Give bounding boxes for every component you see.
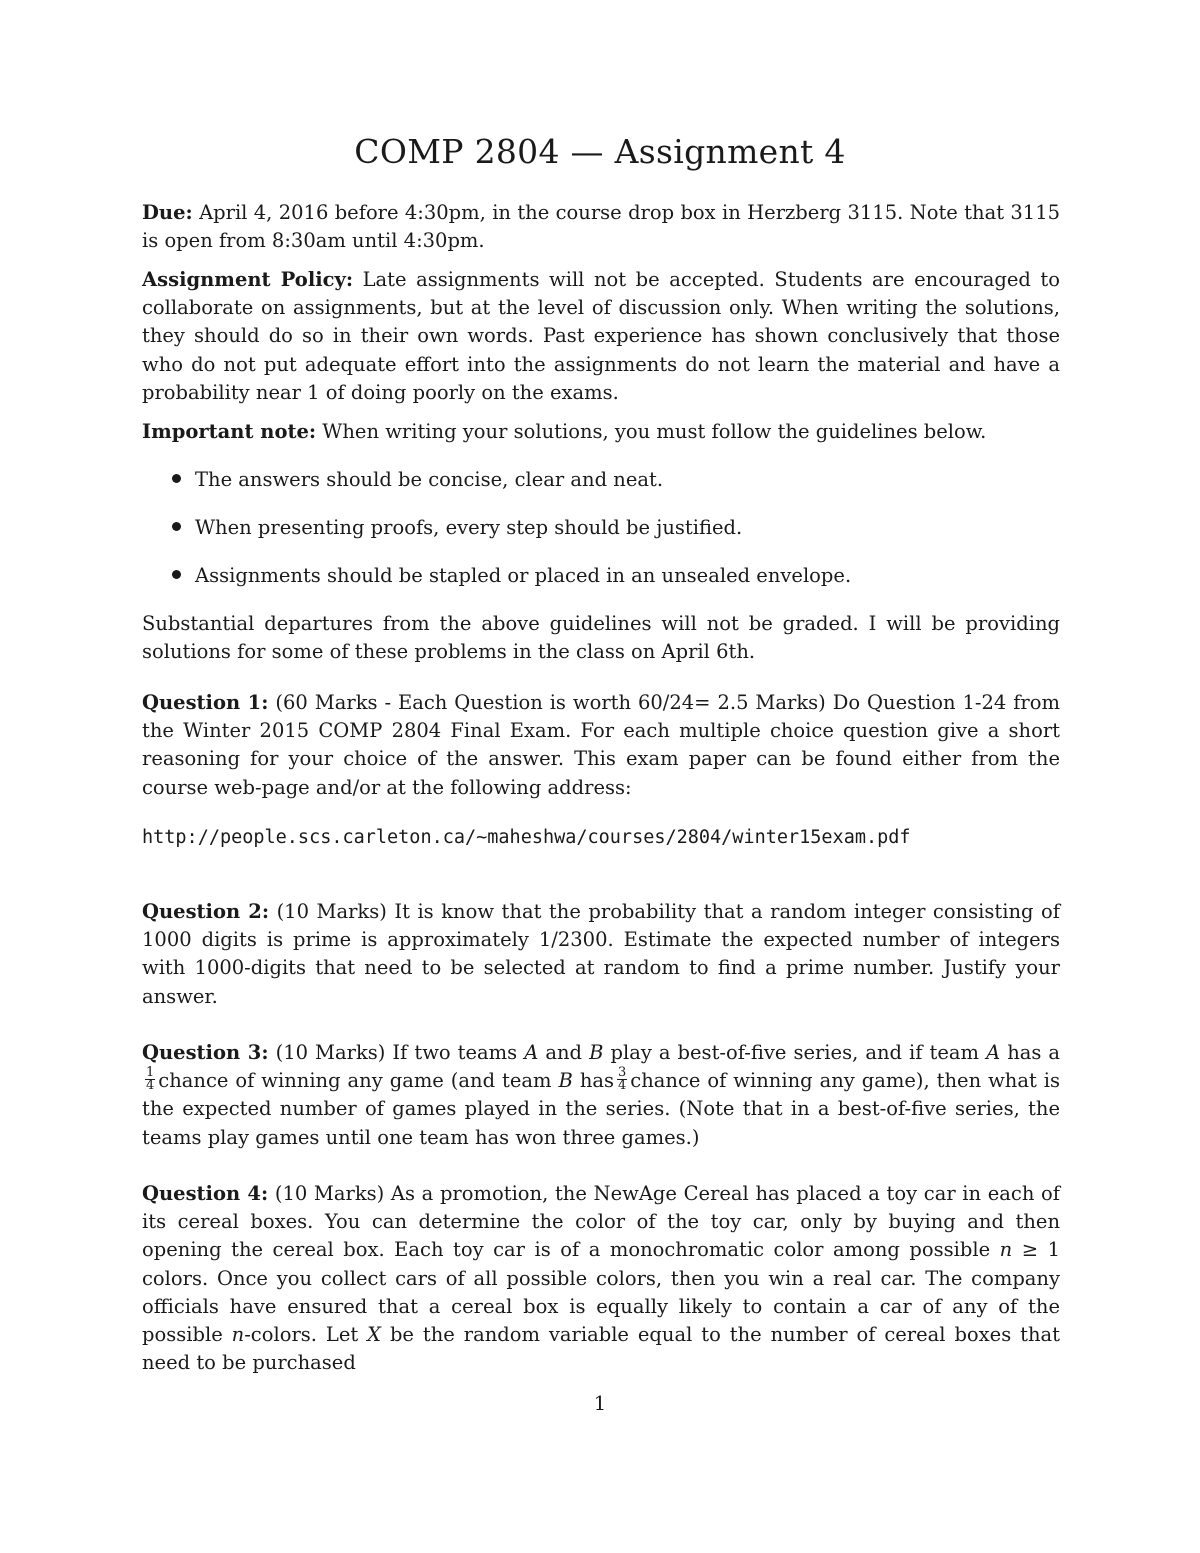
guideline-item [172,514,1052,542]
exam-url-link[interactable]: http://people.scs.carleton.ca/~maheshwa/courses/2804/winter15exam.pdf [142,827,911,848]
guideline-item [172,562,1052,590]
question-4-text: be the random variable equal to the number of cereal boxes that need to be purchased [142,1323,1060,1375]
math-var-n: n [999,1238,1013,1262]
question-3-label: Question 3: [142,1041,269,1064]
question-1-text: (60 Marks - Each Question is worth 60/24= 2.5 Marks) Do Question 1-24 from the Winter 2015 COMP 2804 Final Exam. For each multiple choice question give a short reasoning for your choice of the answer. This exam paper can be found either from the course web-page and/or at the following address: [142,691,1060,799]
math-var-a: A [524,1041,539,1064]
due-label: Due: [142,201,193,224]
guideline-text: Assignments should be stapled or placed in an unsealed envelope. [195,564,852,587]
question-1-label: Question 1: [142,691,269,714]
note-label: Important note: [142,420,317,443]
policy-paragraph [142,266,1060,407]
question-4-text: (10 Marks) As a promotion, the NewAge Cereal has placed a toy car in each of its cereal boxes. You can determine the color of the toy car, only by buying and then opening the cereal box. Each toy car is of a monochromatic color among possible [142,1182,1061,1262]
question-3-text: has a [1007,1041,1061,1064]
guideline-text: When presenting proofs, every step should be justified. [195,516,743,539]
due-paragraph [142,199,1060,255]
question-3-text: (10 Marks) If two teams [275,1041,518,1064]
bullet-icon [172,474,181,483]
question-3-text: and [545,1041,583,1064]
math-var-x: X [367,1323,382,1347]
question-4-label: Question 4: [142,1182,269,1205]
fraction-three-quarters: $\frac{3}{4}$ [618,1065,627,1094]
question-2 [142,898,1060,1011]
question-4-text: colors. Once you collect cars of all possible colors, then you win a real car. The company officials have ensured that a cereal box is equally likely to contain a car of any of the possible [142,1266,1060,1347]
policy-label: Assignment Policy: [142,268,354,291]
departures-paragraph: Substantial departures from the above guidelines will not be graded. I will be providing solutions for some of these problems in the class on April 6th. [142,612,1060,664]
question-4 [142,1180,1060,1377]
math-var-b: B [558,1069,573,1093]
bullet-icon [172,522,181,531]
question-3-text: chance of winning any game), then what is the expected number of games played in the series. (Note that in a best-of-five series, the teams play games until one team has won three games.) [142,1069,1060,1149]
fraction-one-quarter: $\frac{1}{4}$ [146,1065,155,1094]
page-title: COMP 2804 — Assignment 4 [354,132,846,171]
question-3-text: play a best-of-five series, and if team [610,1041,980,1064]
page-number: 1 [593,1392,607,1415]
guideline-text: The answers should be concise, clear and neat. [195,468,664,491]
question-2-label: Question 2: [142,900,270,923]
question-3 [142,1039,1060,1152]
note-text: When writing your solutions, you must follow the guidelines below. [322,420,987,443]
question-3-text: has [579,1069,615,1093]
question-2-text: (10 Marks) It is know that the probability that a random integer consisting of 1000 digits is prime is approximately 1/2300. Estimate the expected number of integers with 1000-digits that need to be selected at random to find a prime number. Justify your answer. [142,900,1060,1008]
math-var-b: B [589,1041,604,1064]
math-var-n: n [231,1323,245,1347]
question-1 [142,689,1060,802]
math-var-a: A [986,1041,1001,1064]
question-4-text: -colors. Let [244,1323,359,1347]
due-text: April 4, 2016 before 4:30pm, in the course drop box in Herzberg 3115. Note that 3115 is open from 8:30am until 4:30pm. [142,201,1061,253]
math-geq: ≥ 1 [1021,1238,1061,1262]
important-note-paragraph [142,418,1060,446]
guideline-item [172,466,1052,494]
question-3-text: chance of winning any game (and team [158,1069,552,1093]
policy-text: Late assignments will not be accepted. Students are encouraged to collaborate on assignments, but at the level of discussion only. When writing the solutions, they should do so in their own words. Past experience has shown conclusively that those who do not put adequate effort into the assignments do not learn the material and have a probability near 1 of doing poorly on the exams. [142,268,1061,404]
bullet-icon [172,570,181,579]
